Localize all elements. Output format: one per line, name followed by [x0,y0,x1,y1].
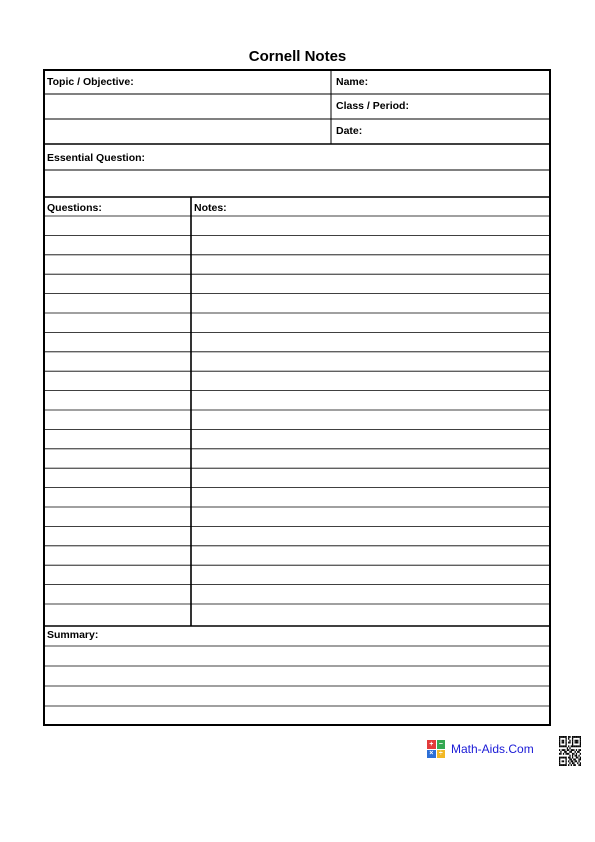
topic-objective-label: Topic / Objective: [47,76,134,88]
math-aids-link-text: Math-Aids.Com [451,742,534,756]
essential-question-label: Essential Question: [47,152,146,164]
notes-column-label: Notes: [194,202,227,214]
date-label: Date: [336,125,363,137]
name-label: Name: [336,76,369,88]
math-operators-icon: + − × ÷ [427,740,445,758]
questions-column-label: Questions: [47,202,102,214]
cornell-notes-form [43,69,551,726]
form-grid-lines [43,69,551,726]
class-period-label: Class / Period: [336,100,409,112]
page-title: Cornell Notes [248,48,347,65]
math-aids-link[interactable] [427,740,534,758]
qr-code-icon [559,736,581,766]
summary-label: Summary: [47,629,99,641]
